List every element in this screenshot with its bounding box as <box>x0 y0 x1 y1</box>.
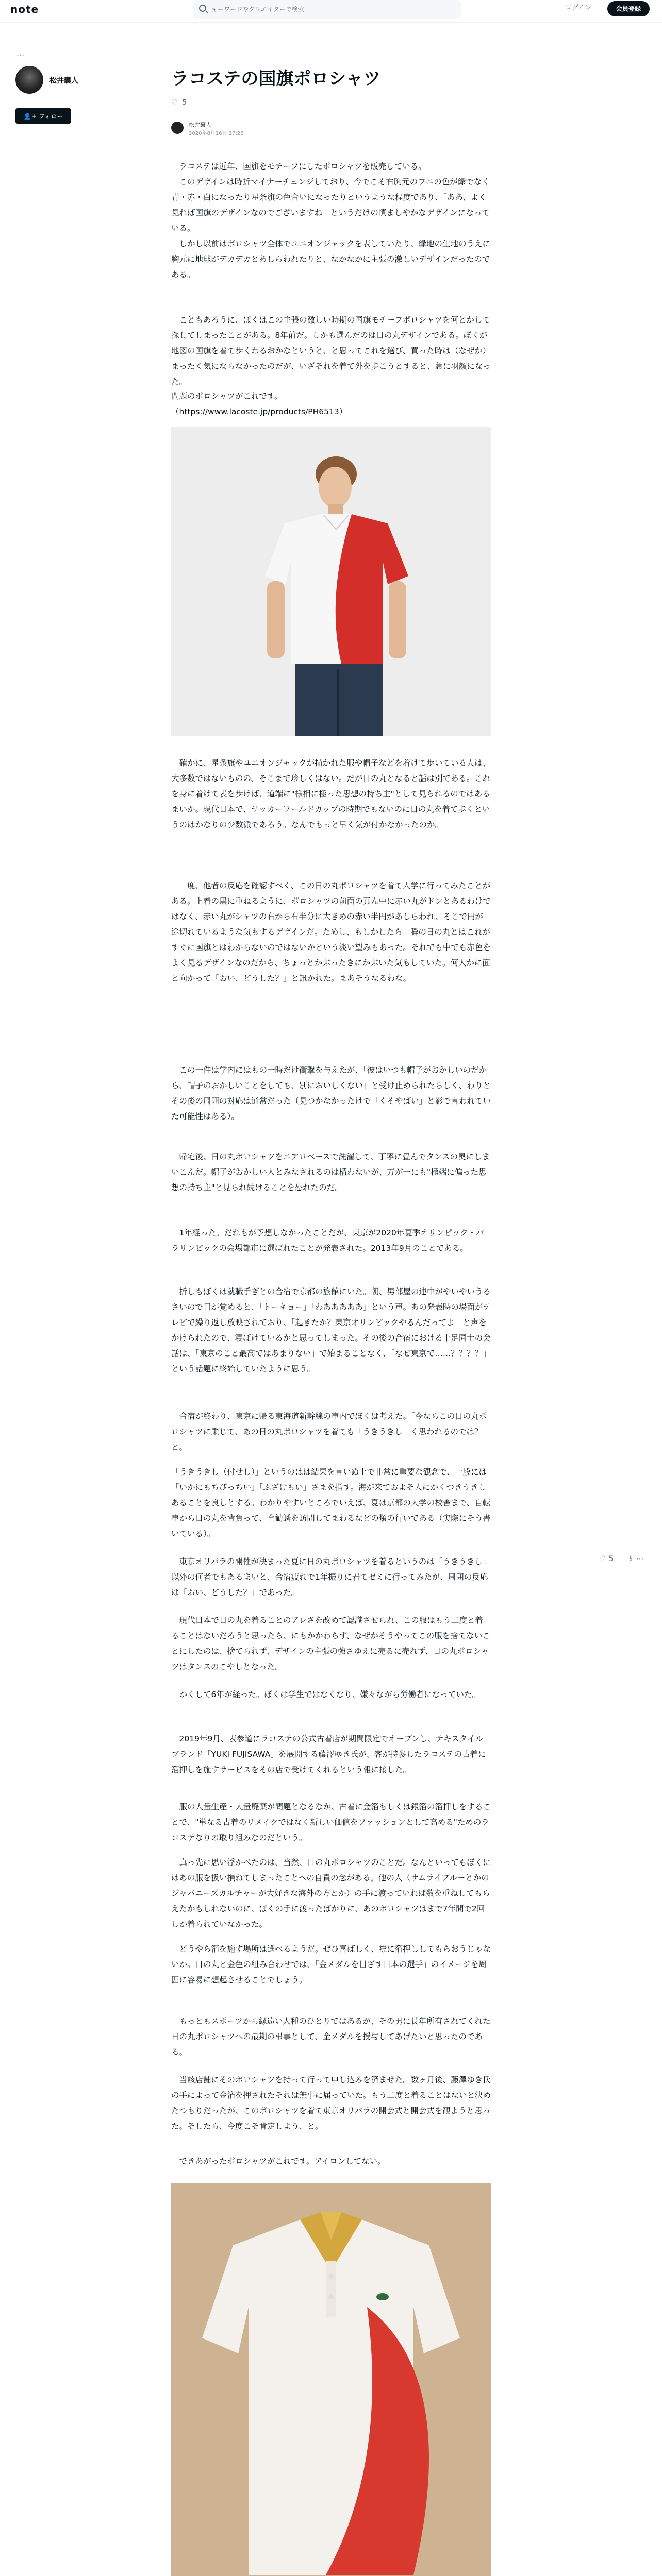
heart-icon[interactable]: ♡ <box>599 1555 606 1563</box>
paragraph: 合宿が終わり、東京に帰る東海道新幹線の車内でぼくは考えた。「今ならこの日の丸ポロシャツに乗じて、あの日の丸ポロシャツを着ても「うきうきし」く思われるのでは？」と。 <box>171 1412 491 1452</box>
paragraph: 2019年9月、表参道にラコステの公式古着店が期間限定でオープンし、テキスタイルブランド「YUKI FUJISAWA」を展開する藤澤ゆき氏が、客が持参したラコステの古着に箔押しを施すサービスをその店で受けてくれるという報に接した。 <box>171 1734 486 1774</box>
note-logo[interactable]: note <box>10 3 39 15</box>
article <box>171 67 491 2166</box>
paragraph: この一件は学内にはもの一時だけ衝撃を与えたが、「彼はいつも帽子がおかしいのだから、帽子のおかしいことをしても、別においしくない」と受け止められたらしく、わりとその後の周囲の対応は通常だった（見つかなかったけで「くそやばい」と影で言われていた可能性はある）。 <box>171 1065 491 1121</box>
product-photo <box>171 427 491 736</box>
paragraph: ラコステは近年、国旗をモチーフにしたポロシャツを販売している。 このデザインは時折マイナーチェンジしており、今でこそ右胸元のワニの色が緑でなく青・赤・白になったり星条旗の色合いになったりというような程度であり、「ああ、よく見れば国旗のデザインなのでございますね」というだけの慎ましやかなデザインになっている。 しかし以前はポロシャツ全体でユニオンジャックを表していたり、緑地の生地のうえに胸元に地球がデカデカとあしらわれたりと、なかなかに主張の激しいデザインだったのである。 <box>171 162 490 279</box>
paragraph: 問題のポロシャツがこれです。 （https://www.lacoste.jp/products/PH6513） <box>171 392 347 416</box>
search-icon <box>199 5 206 12</box>
paragraph: できあがったポロシャツがこれです。アイロンしてない。 <box>171 2157 386 2166</box>
polo-photo <box>171 2183 491 2576</box>
author-name[interactable]: 松井囊人 <box>49 77 78 85</box>
paragraph: 現代日本で日の丸を着ることのアレさを改めて認識させられ、この服はもう二度と着ることはないだろうと思ったら、にもかかわらず、なぜかそうやってこの服を捨てないことにしたのは、捨てられず、デザインの主張の強さゆえに売るに売れず、日の丸ポロシャツはタンスのこやしとなった。 <box>171 1616 490 1671</box>
paragraph: こともあろうに、ぼくはこの主張の激しい時期の国旗モチーフポロシャツを何とかして探してしまったことがある。8年前だ。しかも選んだのは日の丸デザインである。ぼくが地図の国旗を着て歩くわるおかなというと、と思ってこれを選び、買った時は（なぜか）まったく気にならなかったのだが、いざそれを着て外を歩こうとすると、急に羽顔になった。 <box>171 315 491 386</box>
signup-button[interactable]: 会員登録 <box>607 1 650 16</box>
search-box[interactable] <box>193 0 461 19</box>
paragraph: 真っ先に思い浮かべたのは、当然、日の丸ポロシャツのことだ。なんといってもぼくにはあの服を扱い損ねてしまったことへの自責の念がある。他の人（サムライブルーとかのジャパニーズカルチャーが大好きな海外の方とか）の手に渡っていれば数を重ねしてもらえたかもしれないのに、ぼくの手に渡ったばかりに、あのポロシャツはまで7年間で2回しか着られていなかった。 <box>171 1858 491 1929</box>
article-title: ラコステの国旗ポロシャツ <box>171 69 381 89</box>
paragraph: 一度、他者の反応を確認すべく、この日の丸ポロシャツを着て大学に行ってみたことがある。上着の黒に重ねるように、ポロシャツの前面の真ん中に赤い丸がドンとあるわけではなく、赤い丸がシャツの右から右半分に大きめの赤い半円があしらわれ、そこで円が途切れているような気もするデザインだ。ためし、もしかしたら一瞬の日の丸とはこれがすぐに国旗とはわからないのではないかという淡い望みもあった。それでも中でも赤色をよく見るデザインなのだから、ちょっとかぶったきにかぶいた気もしていた。何人かに面と向かって「おい、どうした？」と訊かれた。まあそうなるわな。 <box>171 881 491 983</box>
paragraph: 「うきうきし（付せし）」というのはは結果を言いぬ上で非常に重要な観念で、一般には「いかにもちびっちい」「ふざけもい」さまを指す。海が来ておよそ人にかくつきうきしあることを良しとする。わかりやすいところでいえば、夏は京都の大学の校舎まで、自転車から日の丸を背負って、全勧誘を訪問してまわるなどの類の行いである（実際にそう書いている）。 <box>171 1467 491 1538</box>
more-icon[interactable]: ⋯ <box>636 1555 644 1563</box>
author-avatar[interactable] <box>15 66 43 94</box>
menu-dots-icon[interactable]: ··· <box>16 50 25 60</box>
paragraph: どうやら箔を施す場所は選べるようだ。ぜひ喜ばしく、襟に箔押ししてもらおうじゃないか。日の丸と金色の組み合わせでは、「金メダルを目ざす日本の選手」のイメージを周囲に容易に想起させることでしょう。 <box>171 1944 491 1985</box>
like-count: 5 <box>182 99 187 107</box>
paragraph: 確かに、星条旗やユニオンジャックが描かれた服や帽子などを着けて歩いている人は、大多数ではないものの、そこまで珍しくはない。だが日の丸となると話は別である。これを身に着けて表を歩けば、道端に"様相に極った思想の持ち主"として見られるのではあるまいか。現代日本で、サッカーワールドカップの時期でもないのに日の丸を着て歩くというのはかなりの少数派であろう。なんでもっと早く気が付かなかったのか。 <box>171 758 491 829</box>
floating-like[interactable] <box>599 1555 613 1563</box>
user-plus-icon: 👤+ <box>23 112 39 120</box>
floating-like-count: 5 <box>608 1555 614 1563</box>
polo-model-illustration <box>171 427 491 736</box>
top-bar <box>0 0 662 23</box>
floating-actions <box>628 1555 643 1563</box>
search-input[interactable] <box>211 4 449 14</box>
gold-collar-polo-illustration <box>171 2183 491 2576</box>
meta-avatar[interactable] <box>171 122 184 134</box>
like-summary <box>171 99 187 107</box>
meta-author[interactable]: 松井囊人 <box>189 122 211 128</box>
paragraph: 1年経った。だれもが予想しなかったことだが、東京が2020年夏季オリンピック・パラリンピックの会場都市に選ばれたことが発表された。2013年9月のことである。 <box>171 1228 484 1253</box>
paragraph: もっともスポーツから縁遠い人種のひとりではあるが、その男に長年所有されてくれた日の丸ポロシャツへの最期の弔事として、金メダルを授与してあげたいと思ったのである。 <box>171 2016 491 2057</box>
paragraph: かくして6年が経った。ぼくは学生ではなくなり、嫌々ながら労働者になっていた。 <box>171 1690 480 1699</box>
paragraph: 折しもぼくは就職手ぎとの合宿で京都の旅館にいた。朝、男部屋の連中がやいやいうるさいので目が覚めると、「トーキョー」「わあああああ」という声。あの発表時の場面がテレビで繰り返し放映されており、「起きたか？東京オリンピックやるんだってよ」と声をかけられたので、寝ぼけているかと思ってしまった。その後の合宿における十足同士の会話は、「東京のこと最高ではあまりない」で始まることなく、「なぜ東京で……？？？？」という話題に終始していたように思う。 <box>171 1287 491 1374</box>
article-meta <box>171 121 491 136</box>
follow-button[interactable] <box>15 108 71 124</box>
meta-date: 2020年8月16日 17:26 <box>189 131 244 137</box>
paragraph: 服の大量生産・大量廃棄が問題となるなか、古着に金箔もしくは銀箔の箔押しをすることで、"単なる古着のリメイクではなく新しい価値をファッションとして高める"ためのラコステなりの取り組みなのだという。 <box>171 1802 491 1842</box>
follow-label: フォロー <box>38 112 63 120</box>
paragraph: 帰宅後、日の丸ポロシャツをエアロベースで洗濯して、丁寧に畳んでタンスの奥にしまいこんだ。帽子がおかしい人とみなされるのは構わないが、万が一にも"極端に偏った思想の持ち主"と見られ続けることを恐れたのだ。 <box>171 1152 490 1192</box>
paragraph: 東京オリパラの開催が決まった夏に日の丸ポロシャツを着るというのは「うきうきし」以外の何者でもあるまいと、合宿疲れで1年振りに着てゼミに行ってみたが、周囲の反応は「おい、どうした？」であった。 <box>171 1557 491 1597</box>
login-link[interactable]: ログイン <box>565 4 592 12</box>
paragraph: 当該店舗にそのポロシャツを持って行って申し込みを済ませた。数ヶ月後、藤澤ゆき氏の手によって金箔を押されたそれは無事に届っていた。もう二度と着ることはないと決めたつもりだったが、このポロシャツを着て東京オリパラの開会式と開会式を観ようと思った。そしたら、今度こそ肯定しよう、と。 <box>171 2075 491 2131</box>
share-icon[interactable]: ⇪ <box>628 1555 634 1563</box>
heart-icon[interactable]: ♡ <box>171 99 177 107</box>
